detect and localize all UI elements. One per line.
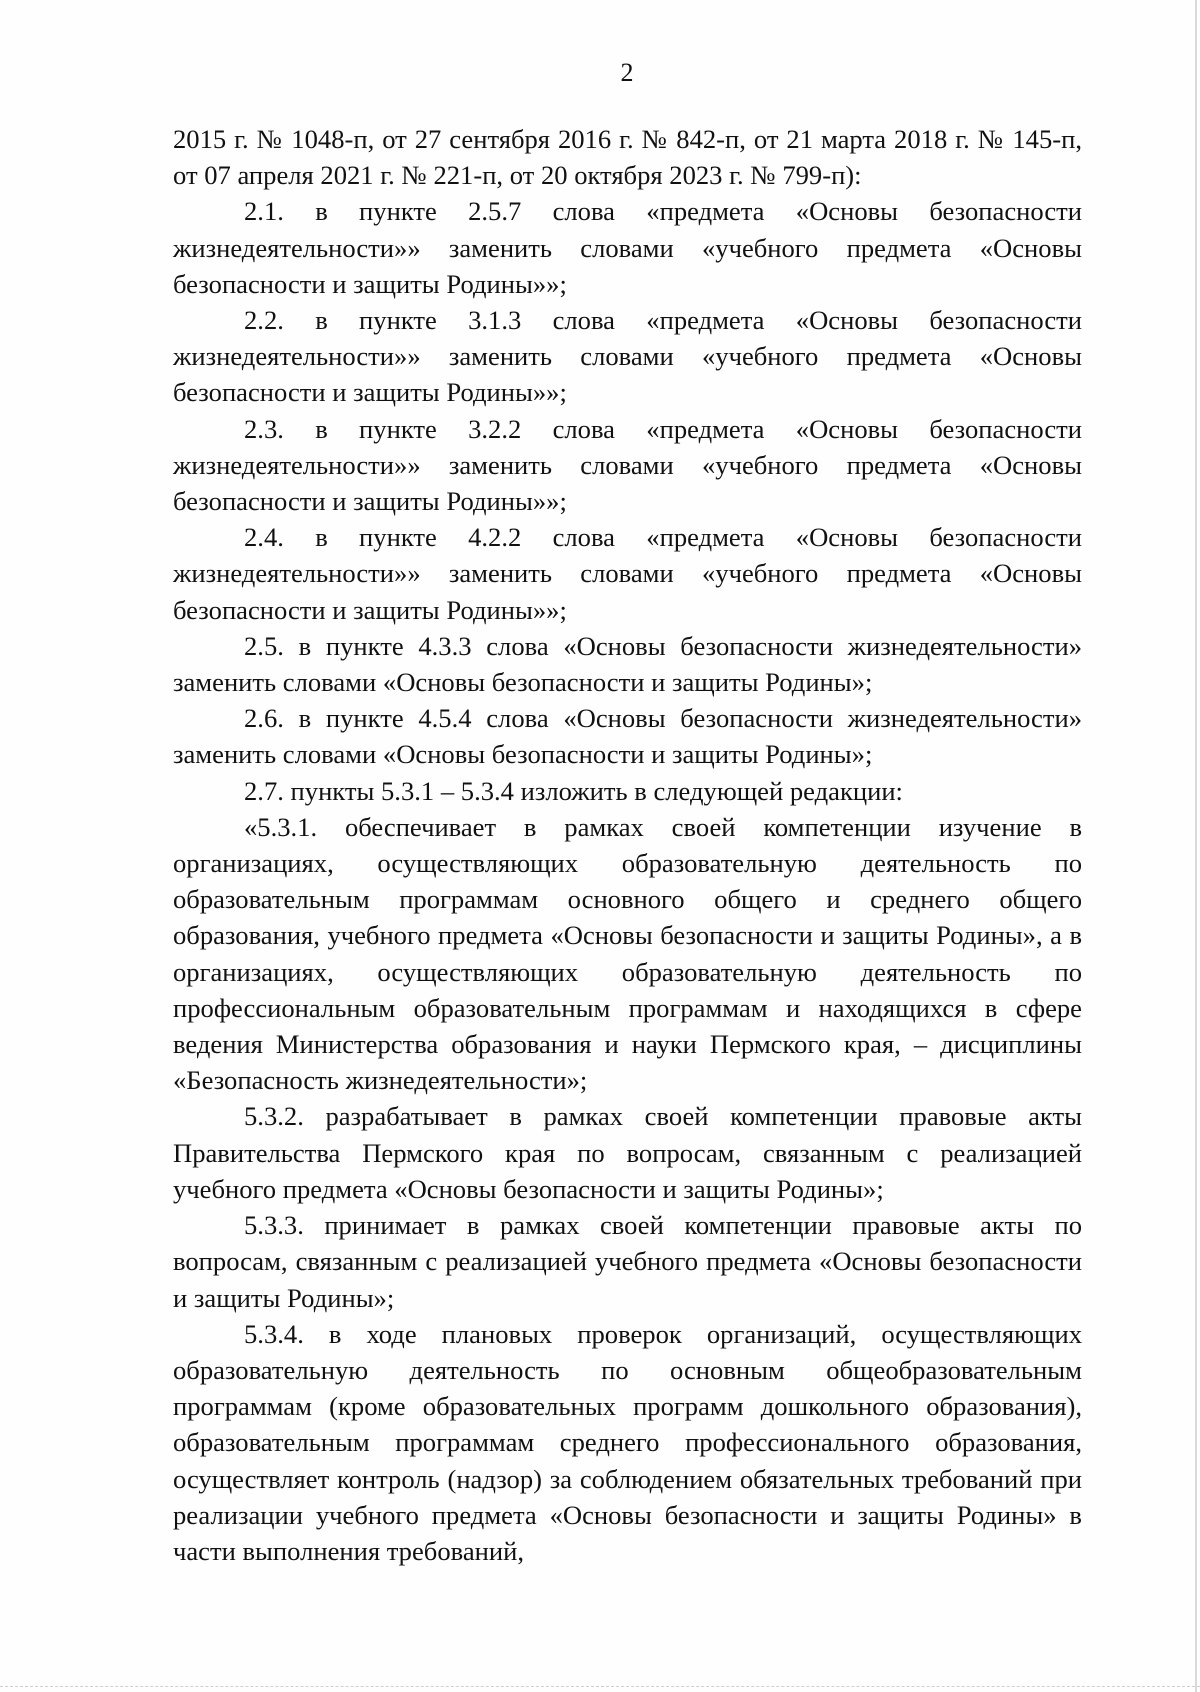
- scan-edge-line: [1195, 0, 1197, 1692]
- paragraph-item-2-2: 2.2. в пункте 3.1.3 слова «предмета «Основы безопасности жизнедеятельности»» заменить словами «учебного предмета «Основы безопасности и защиты Родины»»;: [173, 305, 1082, 408]
- scan-edge-line: [0, 1686, 1200, 1688]
- paragraph-item-5-3-4: 5.3.4. в ходе плановых проверок организаций, осуществляющих образовательную деятельность по основным общеобразовательным программам (кроме образовательных программ дошкольного образования), образовательным программам среднего профессионального образования, осуществляет контроль (надзор) за соблюдением обязательных требований при реализации учебного предмета «Основы безопасности и защиты Родины» в части выполнения требований,: [173, 1318, 1082, 1566]
- paragraph-item-2-3: 2.3. в пункте 3.2.2 слова «предмета «Основы безопасности жизнедеятельности»» заменить словами «учебного предмета «Основы безопасности и защиты Родины»»;: [173, 413, 1082, 517]
- paragraph-item-2-4: 2.4. в пункте 4.2.2 слова «предмета «Основы безопасности жизнедеятельности»» заменить словами «учебного предмета «Основы безопасности и защиты Родины»»;: [173, 522, 1082, 625]
- paragraph-item-2-1: 2.1. в пункте 2.5.7 слова «предмета «Основы безопасности жизнедеятельности»» заменить словами «учебного предмета «Основы безопасности и защиты Родины»»;: [173, 196, 1082, 299]
- paragraph-item-2-6: 2.6. в пункте 4.5.4 слова «Основы безопасности жизнедеятельности» заменить словами «Основы безопасности и защиты Родины»;: [173, 703, 1082, 770]
- paragraph-item-2-5: 2.5. в пункте 4.3.3 слова «Основы безопасности жизнедеятельности» заменить словами «Основы безопасности и защиты Родины»;: [173, 630, 1082, 698]
- paragraph-item-2-7: 2.7. пункты 5.3.1 – 5.3.4 изложить в следующей редакции:: [244, 775, 903, 806]
- document-body: [173, 121, 1082, 1569]
- paragraph-item-5-3-3: 5.3.3. принимает в рамках своей компетенции правовые акты по вопросам, связанным с реализацией учебного предмета «Основы безопасности и защиты Родины»;: [173, 1210, 1082, 1313]
- paragraph-continuation: 2015 г. № 1048-п, от 27 сентября 2016 г. № 842-п, от 21 марта 2018 г. № 145-п, от 07 апреля 2021 г. № 221-п, от 20 октября 2023 г. № 799-п):: [173, 124, 1082, 191]
- paragraph-item-5-3-2: 5.3.2. разрабатывает в рамках своей компетенции правовые акты Правительства Пермского края по вопросам, связанным с реализацией учебного предмета «Основы безопасности и защиты Родины»;: [173, 1101, 1082, 1204]
- paragraph-item-5-3-1: «5.3.1. обеспечивает в рамках своей компетенции изучение в организациях, осуществляющих образовательную деятельность по образовательным программам основного общего и среднего общего образования, учебного предмета «Основы безопасности и защиты Родины», а в организациях, осуществляющих образовательную деятельность по профессиональным образовательным программам и находящихся в сфере ведения Министерства образования и науки Пермского края, – дисциплины «Безопасность жизнедеятельности»;: [173, 811, 1082, 1096]
- page-number: 2: [620, 58, 634, 87]
